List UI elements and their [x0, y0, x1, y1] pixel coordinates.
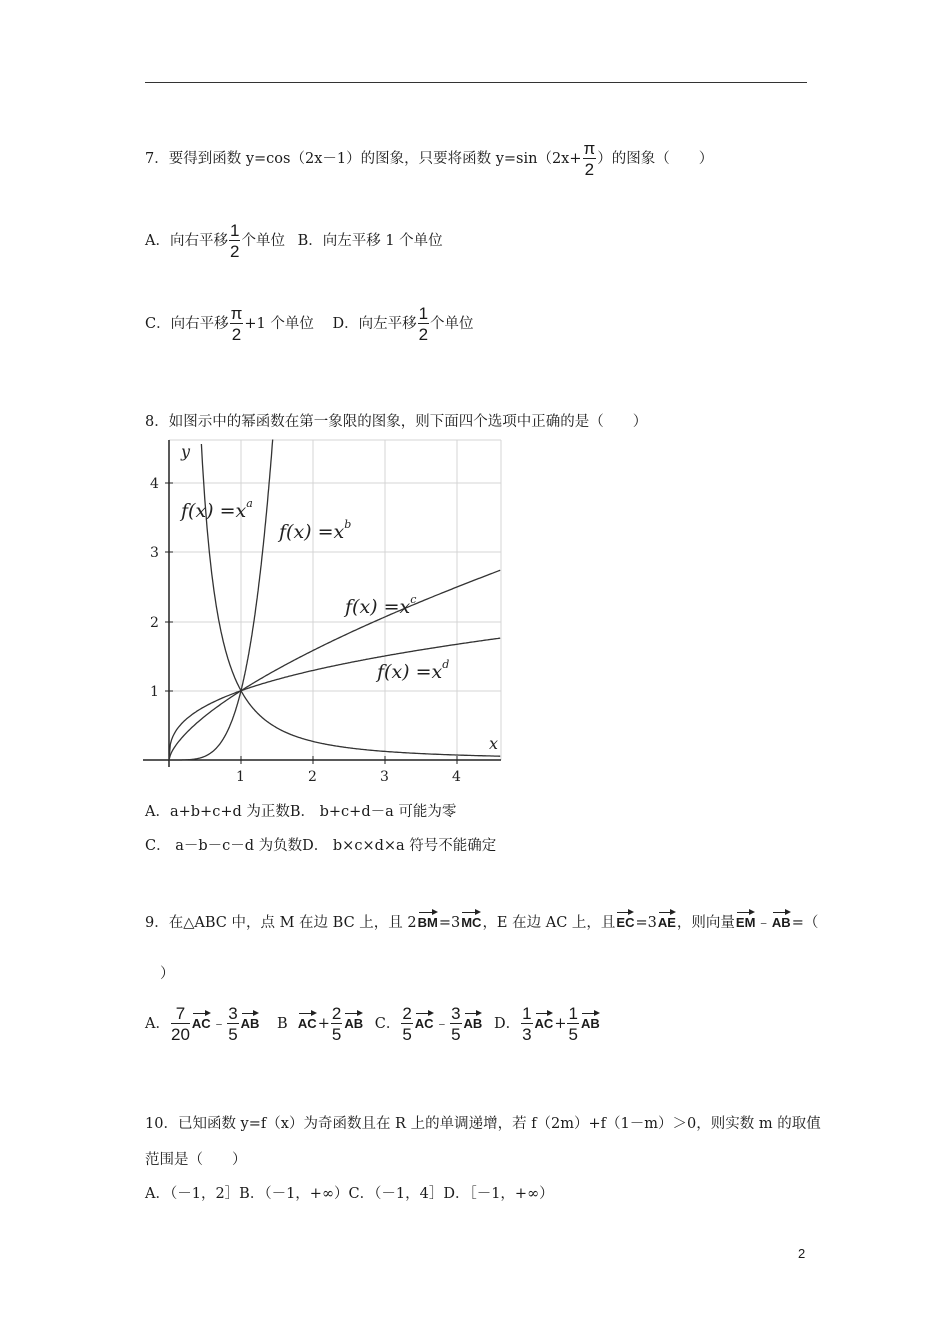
- vector-em: EM: [736, 910, 756, 930]
- curve-label-b: $f(x) =x^b$: [279, 518, 352, 543]
- x-tick-label: 3: [380, 769, 389, 785]
- option-a: A． $\frac{7}{20}$ AC﹣ $\frac{3}{5}$ AB: [145, 1004, 260, 1044]
- option-c: C． a－b－c－d 为负数: [145, 838, 303, 854]
- y-tick-label: 4: [150, 476, 159, 492]
- x-axis-label: x: [489, 734, 499, 753]
- option-d: D． b×c×d×a 符号不能确定: [302, 838, 497, 854]
- vector-ae: AE: [658, 910, 676, 930]
- power-function-graph: [143, 437, 505, 791]
- question-10-options: A．（－1，2］B．（－1，+∞）C．（－1，4］D．［－1，+∞）: [145, 1186, 554, 1202]
- page-number: 2: [798, 1246, 806, 1261]
- question-9-options: [145, 1005, 607, 1043]
- vector-ec: EC: [616, 910, 634, 930]
- question-8-options-cd: [145, 834, 496, 855]
- curve-d: [169, 638, 500, 760]
- vector-ab: AB: [772, 910, 791, 930]
- y-axis-label: y: [181, 442, 191, 461]
- curve-label-d: $f(x) =x^d$: [377, 658, 450, 683]
- axes: [143, 440, 501, 767]
- option-d: D． $\frac{1}{3}$ AC+ $\frac{1}{5}$ AB: [493, 1004, 600, 1044]
- x-tick-label: 4: [452, 769, 461, 785]
- option-d: D．向左平移 $\frac{1}{2}$ 个单位: [332, 304, 474, 344]
- question-8-stem: 8．如图示中的幂函数在第一象限的图象，则下面四个选项中正确的是（ ）: [145, 414, 648, 430]
- question-8-options-ab: [145, 800, 456, 821]
- question-9-stem-cont: ）: [160, 966, 175, 982]
- y-tick-label: 2: [150, 615, 159, 631]
- option-b: B AC+ $\frac{2}{5}$ AB: [277, 1004, 364, 1044]
- option-b: B．向左平移 1 个单位: [297, 233, 443, 249]
- x-tick-label: 2: [308, 769, 317, 785]
- pi-over-2-fraction: $\frac{\pi}{2}$: [583, 139, 596, 179]
- vector-mc: MC: [461, 910, 481, 930]
- option-c: C．向右平移 $\frac{\pi}{2}$ +1 个单位: [145, 304, 314, 344]
- y-tick-label: 1: [150, 684, 159, 700]
- question-9-stem: 9．在△ABC 中，点 M 在边 BC 上，且 2BM=3MC，E 在边 AC 上，且EC=3AE，则向量EM﹣AB=（: [145, 910, 818, 932]
- option-c: C． $\frac{2}{5}$ AC﹣ $\frac{3}{5}$ AB: [374, 1004, 483, 1044]
- y-tick-label: 3: [150, 545, 159, 561]
- curve-label-a: $f(x) =x^a$: [181, 497, 253, 522]
- curve-label-c: $f(x) =x^c$: [345, 593, 417, 618]
- option-b: B． b+c+d－a 可能为零: [289, 804, 457, 820]
- grid: [169, 440, 501, 760]
- vector-bm: BM: [418, 910, 438, 930]
- x-tick-label: 1: [236, 769, 245, 785]
- question-7-options-ab: [145, 222, 443, 260]
- option-a: A．向右平移 $\frac{1}{2}$ 个单位: [145, 221, 285, 261]
- question-10-stem-cont: 范围是（ ）: [145, 1152, 247, 1168]
- option-a: A．a+b+c+d 为正数: [145, 804, 290, 820]
- question-7-options-cd: [145, 305, 474, 343]
- question-10-stem: 10．已知函数 y=f（x）为奇函数且在 R 上的单调递增，若 f（2m）+f（1－m）＞0，则实数 m 的取值: [145, 1116, 821, 1132]
- header-rule: [145, 82, 807, 83]
- question-7-stem: 7．要得到函数 y=cos（2x－1）的图象，只要将函数 y=sin（2x+ $\frac{\pi}{2}$ ）的图象（ ）: [145, 139, 714, 179]
